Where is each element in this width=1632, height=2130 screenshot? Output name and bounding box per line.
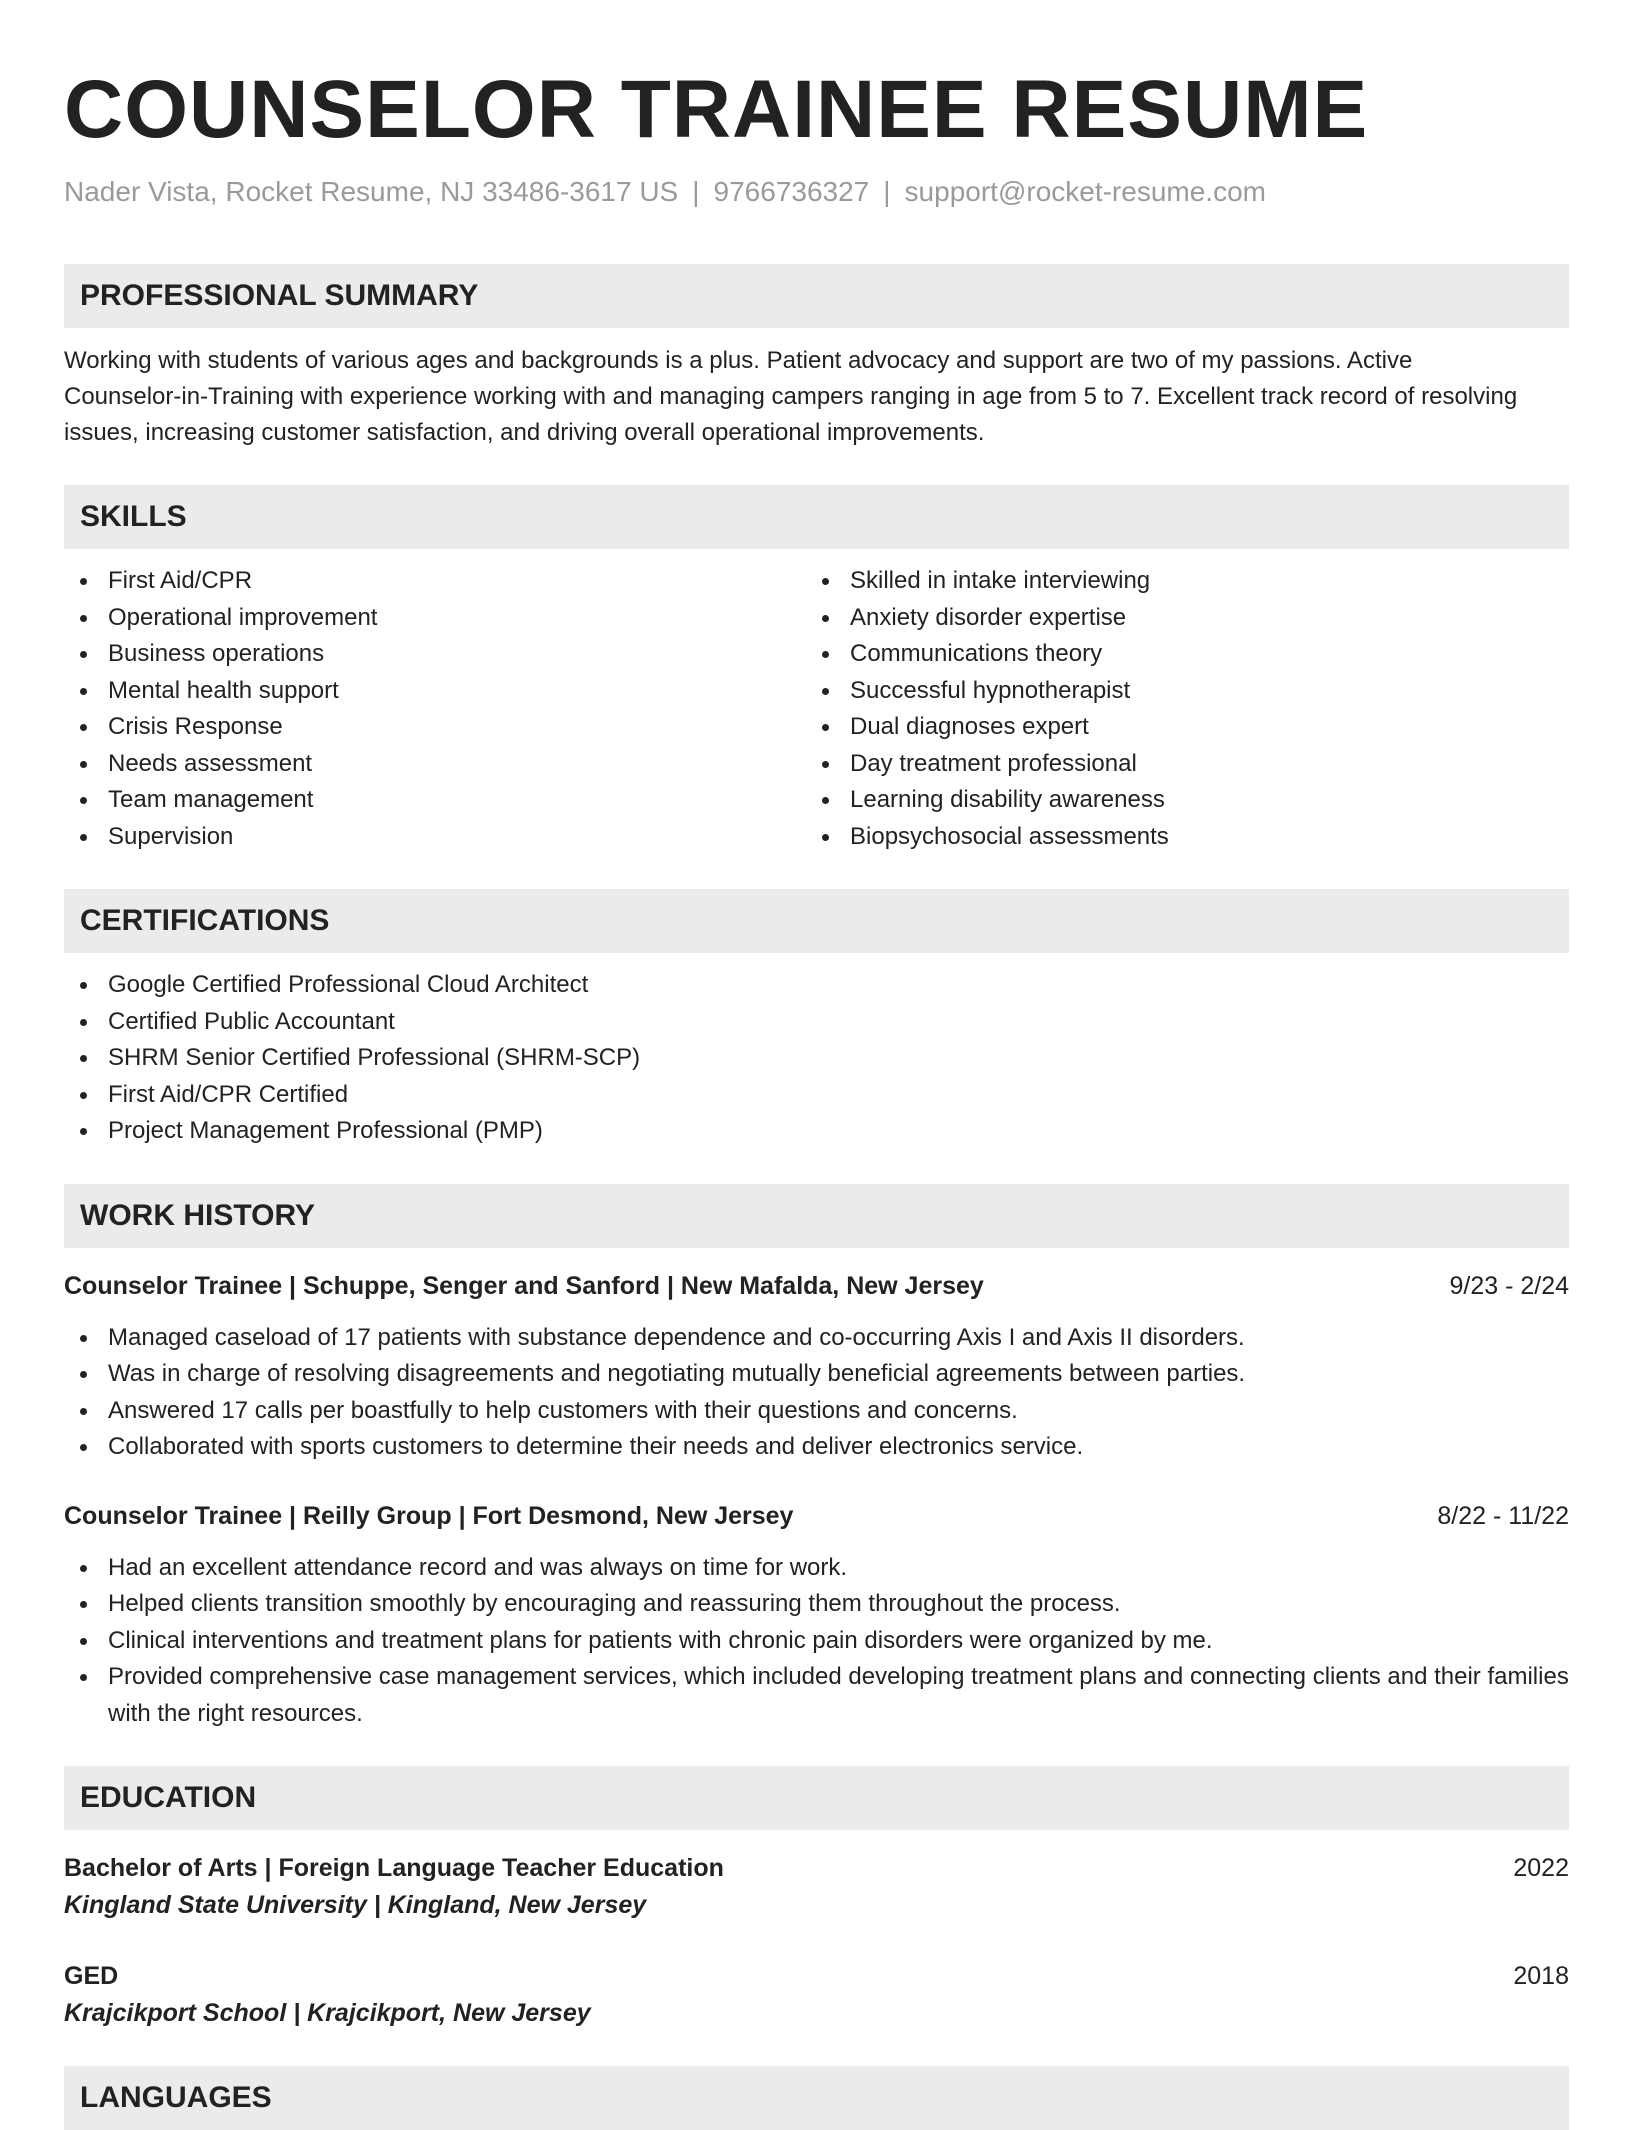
skill-item: Learning disability awareness xyxy=(806,782,1548,819)
skill-item: Needs assessment xyxy=(64,746,806,783)
certification-item: First Aid/CPR Certified xyxy=(64,1077,1569,1114)
job-bullets xyxy=(64,1550,1569,1733)
certification-item: Project Management Professional (PMP) xyxy=(64,1113,1569,1150)
contact-separator: | xyxy=(692,176,700,207)
education-year: 2018 xyxy=(1513,1962,1569,1990)
skills-grid xyxy=(64,549,1569,855)
job-bullet: Answered 17 calls per boastfully to help customers with their questions and concerns. xyxy=(64,1393,1569,1430)
skill-item: Operational improvement xyxy=(64,600,806,637)
job-bullet: Managed caseload of 17 patients with substance dependence and co-occurring Axis I and Axis II disorders. xyxy=(64,1320,1569,1357)
certification-item: Google Certified Professional Cloud Architect xyxy=(64,967,1569,1004)
skills-list-left xyxy=(64,563,806,855)
skill-item: Crisis Response xyxy=(64,709,806,746)
education-entry xyxy=(64,1850,1569,1924)
resume-title: COUNSELOR TRAINEE RESUME xyxy=(64,64,1369,155)
job-date: 9/23 - 2/24 xyxy=(1449,1271,1569,1300)
job-entry xyxy=(64,1498,1569,1733)
contact-separator: | xyxy=(883,176,891,207)
contact-line xyxy=(64,172,1569,212)
job-header xyxy=(64,1268,1569,1304)
job-entry xyxy=(64,1268,1569,1466)
skill-item: Day treatment professional xyxy=(806,746,1548,783)
section-heading-work-history: WORK HISTORY xyxy=(64,1184,1569,1248)
contact-address: Nader Vista, Rocket Resume, NJ 33486-3617 US xyxy=(64,176,679,207)
skill-item: Successful hypnotherapist xyxy=(806,673,1548,710)
education-year: 2022 xyxy=(1513,1854,1569,1882)
certification-item: SHRM Senior Certified Professional (SHRM-SCP) xyxy=(64,1040,1569,1077)
skill-item: Communications theory xyxy=(806,636,1548,673)
skill-item: Mental health support xyxy=(64,673,806,710)
education-school: Krajcikport School | Krajcikport, New Jersey xyxy=(64,1999,591,2027)
job-date: 8/22 - 11/22 xyxy=(1437,1501,1569,1530)
contact-phone: 9766736327 xyxy=(713,176,870,207)
education-school: Kingland State University | Kingland, New Jersey xyxy=(64,1891,647,1919)
job-bullet: Was in charge of resolving disagreements and negotiating mutually beneficial agreements between parties. xyxy=(64,1356,1569,1393)
job-bullet: Clinical interventions and treatment plans for patients with chronic pain disorders were organized by me. xyxy=(64,1623,1569,1660)
skill-item: First Aid/CPR xyxy=(64,563,806,600)
skill-item: Dual diagnoses expert xyxy=(806,709,1548,746)
skill-item: Biopsychosocial assessments xyxy=(806,819,1548,856)
education-entry xyxy=(64,1958,1569,2032)
section-heading-languages: LANGUAGES xyxy=(64,2066,1569,2130)
skill-item: Anxiety disorder expertise xyxy=(806,600,1548,637)
certification-item: Certified Public Accountant xyxy=(64,1004,1569,1041)
skill-item: Team management xyxy=(64,782,806,819)
skill-item: Supervision xyxy=(64,819,806,856)
job-bullet: Provided comprehensive case management services, which included developing treatment plans and connecting clients and their families with the right resources. xyxy=(64,1659,1569,1732)
section-heading-education: EDUCATION xyxy=(64,1766,1569,1830)
contact-email: support@rocket-resume.com xyxy=(904,176,1266,207)
skill-item: Skilled in intake interviewing xyxy=(806,563,1548,600)
job-header xyxy=(64,1498,1569,1534)
job-bullets xyxy=(64,1320,1569,1466)
summary-text: Working with students of various ages and backgrounds is a plus. Patient advocacy and support are two of my passions. Active Counselor-in-Training with experience working with and managing campers ranging in age from 5 to 7. Excellent track record of resolving issues, increasing customer satisfaction, and driving overall operational improvements. xyxy=(64,347,1518,446)
job-title: Counselor Trainee | Schuppe, Senger and Sanford | New Mafalda, New Jersey xyxy=(64,1271,984,1300)
section-heading-certifications: CERTIFICATIONS xyxy=(64,889,1569,953)
certifications-list xyxy=(64,967,1569,1150)
job-bullet: Collaborated with sports customers to determine their needs and deliver electronics service. xyxy=(64,1429,1569,1466)
education-degree: GED xyxy=(64,1962,119,1990)
section-heading-summary: PROFESSIONAL SUMMARY xyxy=(64,264,1569,328)
education-degree: Bachelor of Arts | Foreign Language Teacher Education xyxy=(64,1854,724,1882)
job-title: Counselor Trainee | Reilly Group | Fort Desmond, New Jersey xyxy=(64,1501,794,1530)
skill-item: Business operations xyxy=(64,636,806,673)
education-header xyxy=(64,1958,1569,1994)
section-heading-skills: SKILLS xyxy=(64,485,1569,549)
skills-list-right xyxy=(806,563,1548,855)
education-header xyxy=(64,1850,1569,1886)
job-bullet: Had an excellent attendance record and was always on time for work. xyxy=(64,1550,1569,1587)
job-bullet: Helped clients transition smoothly by encouraging and reassuring them throughout the process. xyxy=(64,1586,1569,1623)
